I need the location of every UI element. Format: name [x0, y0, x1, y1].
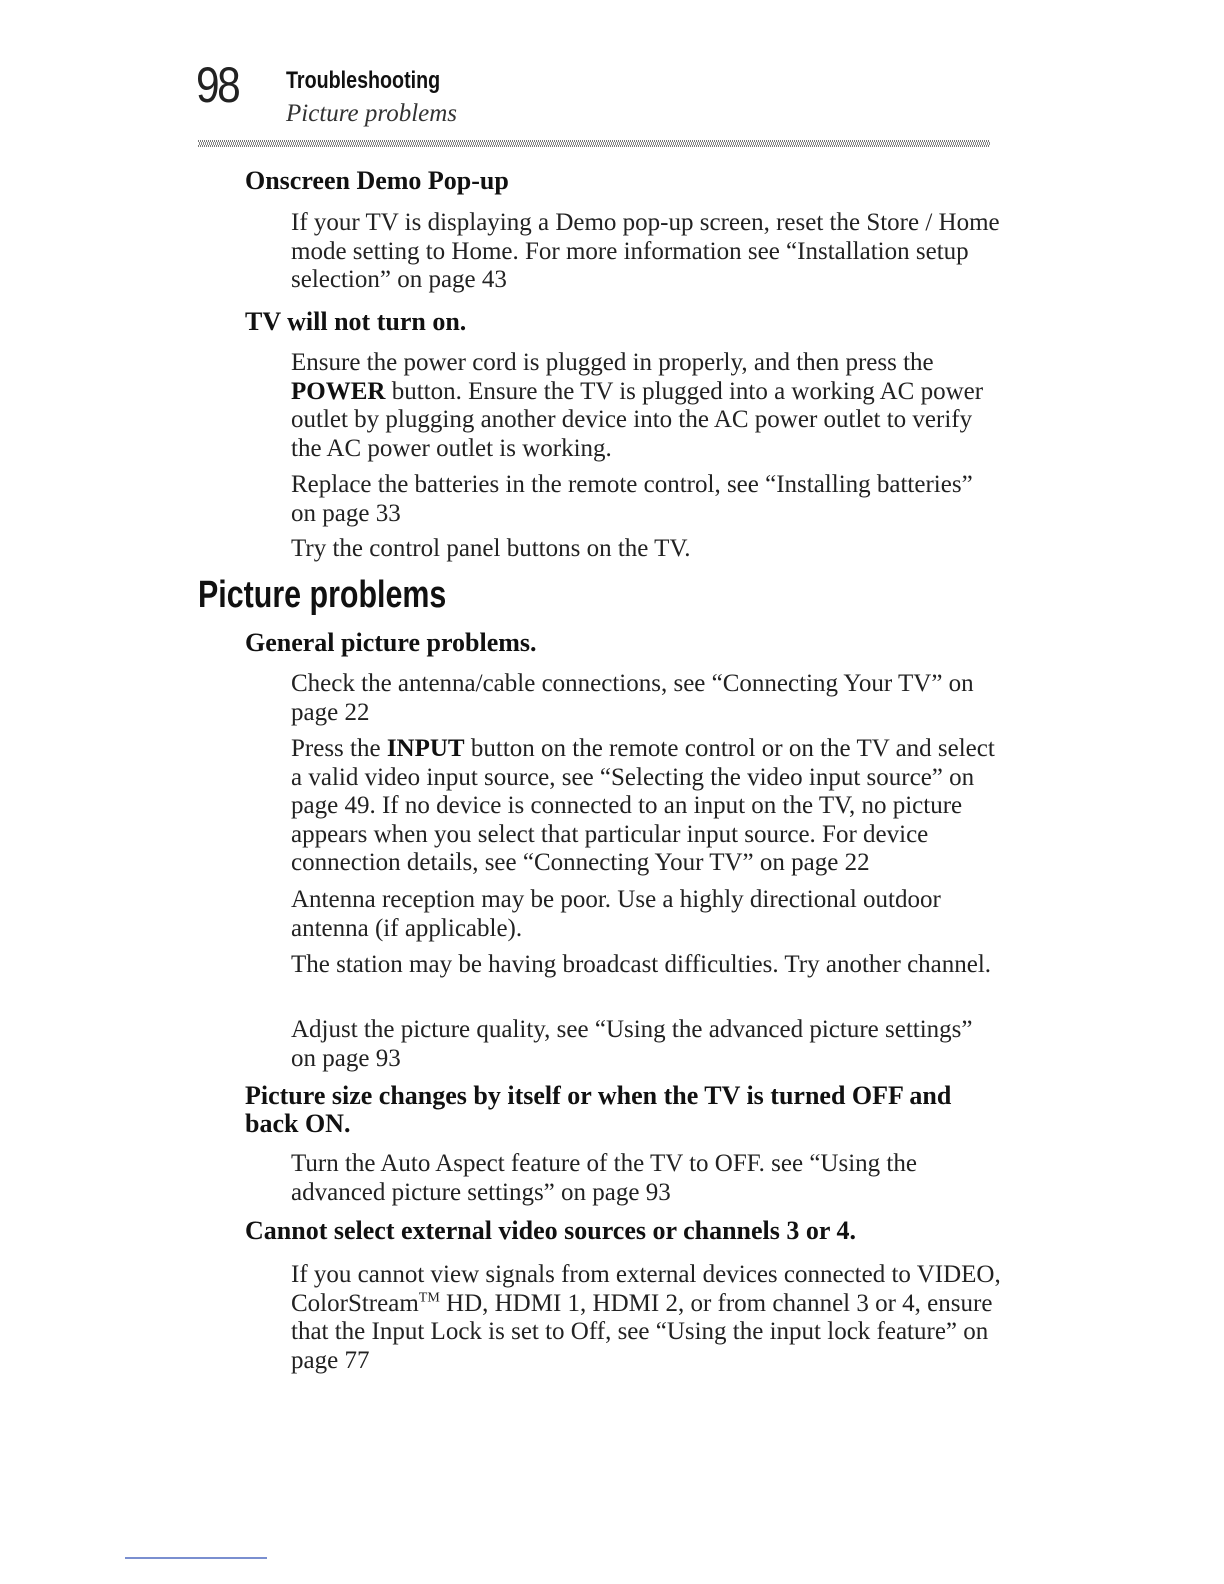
- text-run: button on the remote control or on the TV and select a valid video input source, see “Selecting the video input source” on page 49. If no device is connected to an input on the TV, no picture appears when you select that particular input source. For device connection details, see “Connecting Your TV” on page 22: [291, 735, 995, 876]
- chapter-title: Troubleshooting: [286, 67, 441, 94]
- section-subtitle: Picture problems: [286, 100, 458, 127]
- paragraph: Antenna reception may be poor. Use a highly directional outdoor antenna (if applicable).: [291, 886, 941, 942]
- heading-general-picture-problems: General picture problems.: [245, 628, 537, 657]
- page-number: 98: [196, 57, 239, 113]
- section-title-picture-problems: Picture problems: [198, 574, 447, 616]
- paragraph: [291, 735, 1001, 878]
- header-rule: [198, 140, 990, 147]
- text-run: button. Ensure the TV is plugged into a working AC power outlet by plugging another device into the AC power outlet to verify the AC power outlet is working.: [291, 377, 984, 462]
- heading-tv-will-not-turn-on: TV will not turn on.: [245, 307, 467, 336]
- paragraph: Turn the Auto Aspect feature of the TV to OFF. see “Using the advanced picture settings” on page 93: [291, 1150, 917, 1206]
- paragraph: Try the control panel buttons on the TV.: [291, 535, 691, 562]
- paragraph: [291, 1261, 1001, 1375]
- paragraph: [291, 349, 1001, 463]
- heading-cannot-select-sources: Cannot select external video sources or channels 3 or 4.: [245, 1216, 856, 1245]
- heading-picture-size-changes: Picture size changes by itself or when the TV is turned OFF and back ON.: [245, 1081, 952, 1138]
- text-run: HD, HDMI 1, HDMI 2, or from channel 3 or 4, ensure that the Input Lock is set to Off, see “Using the input lock feature” on page 77: [291, 1289, 993, 1374]
- heading-onscreen-demo: Onscreen Demo Pop-up: [245, 166, 509, 195]
- paragraph: If your TV is displaying a Demo pop-up screen, reset the Store / Home mode setting to Home. For more information see “Installation setup selection” on page 43: [291, 209, 1000, 293]
- footer-line: [125, 1557, 267, 1559]
- text-run: Ensure the power cord is plugged in properly, and then press the: [291, 349, 934, 376]
- paragraph: Check the antenna/cable connections, see “Connecting Your TV” on page 22: [291, 670, 974, 726]
- text-run: Press the: [291, 735, 387, 762]
- input-keyword: INPUT: [386, 735, 465, 762]
- trademark-symbol: TM: [418, 1290, 440, 1306]
- power-keyword: POWER: [291, 377, 386, 405]
- paragraph: Replace the batteries in the remote control, see “Installing batteries” on page 33: [291, 471, 973, 527]
- paragraph: The station may be having broadcast difficulties. Try another channel.: [291, 951, 992, 978]
- text-run: If you cannot view signals from external devices connected to VIDEO, ColorStream: [291, 1261, 1001, 1317]
- paragraph: Adjust the picture quality, see “Using the advanced picture settings” on page 93: [291, 1016, 973, 1072]
